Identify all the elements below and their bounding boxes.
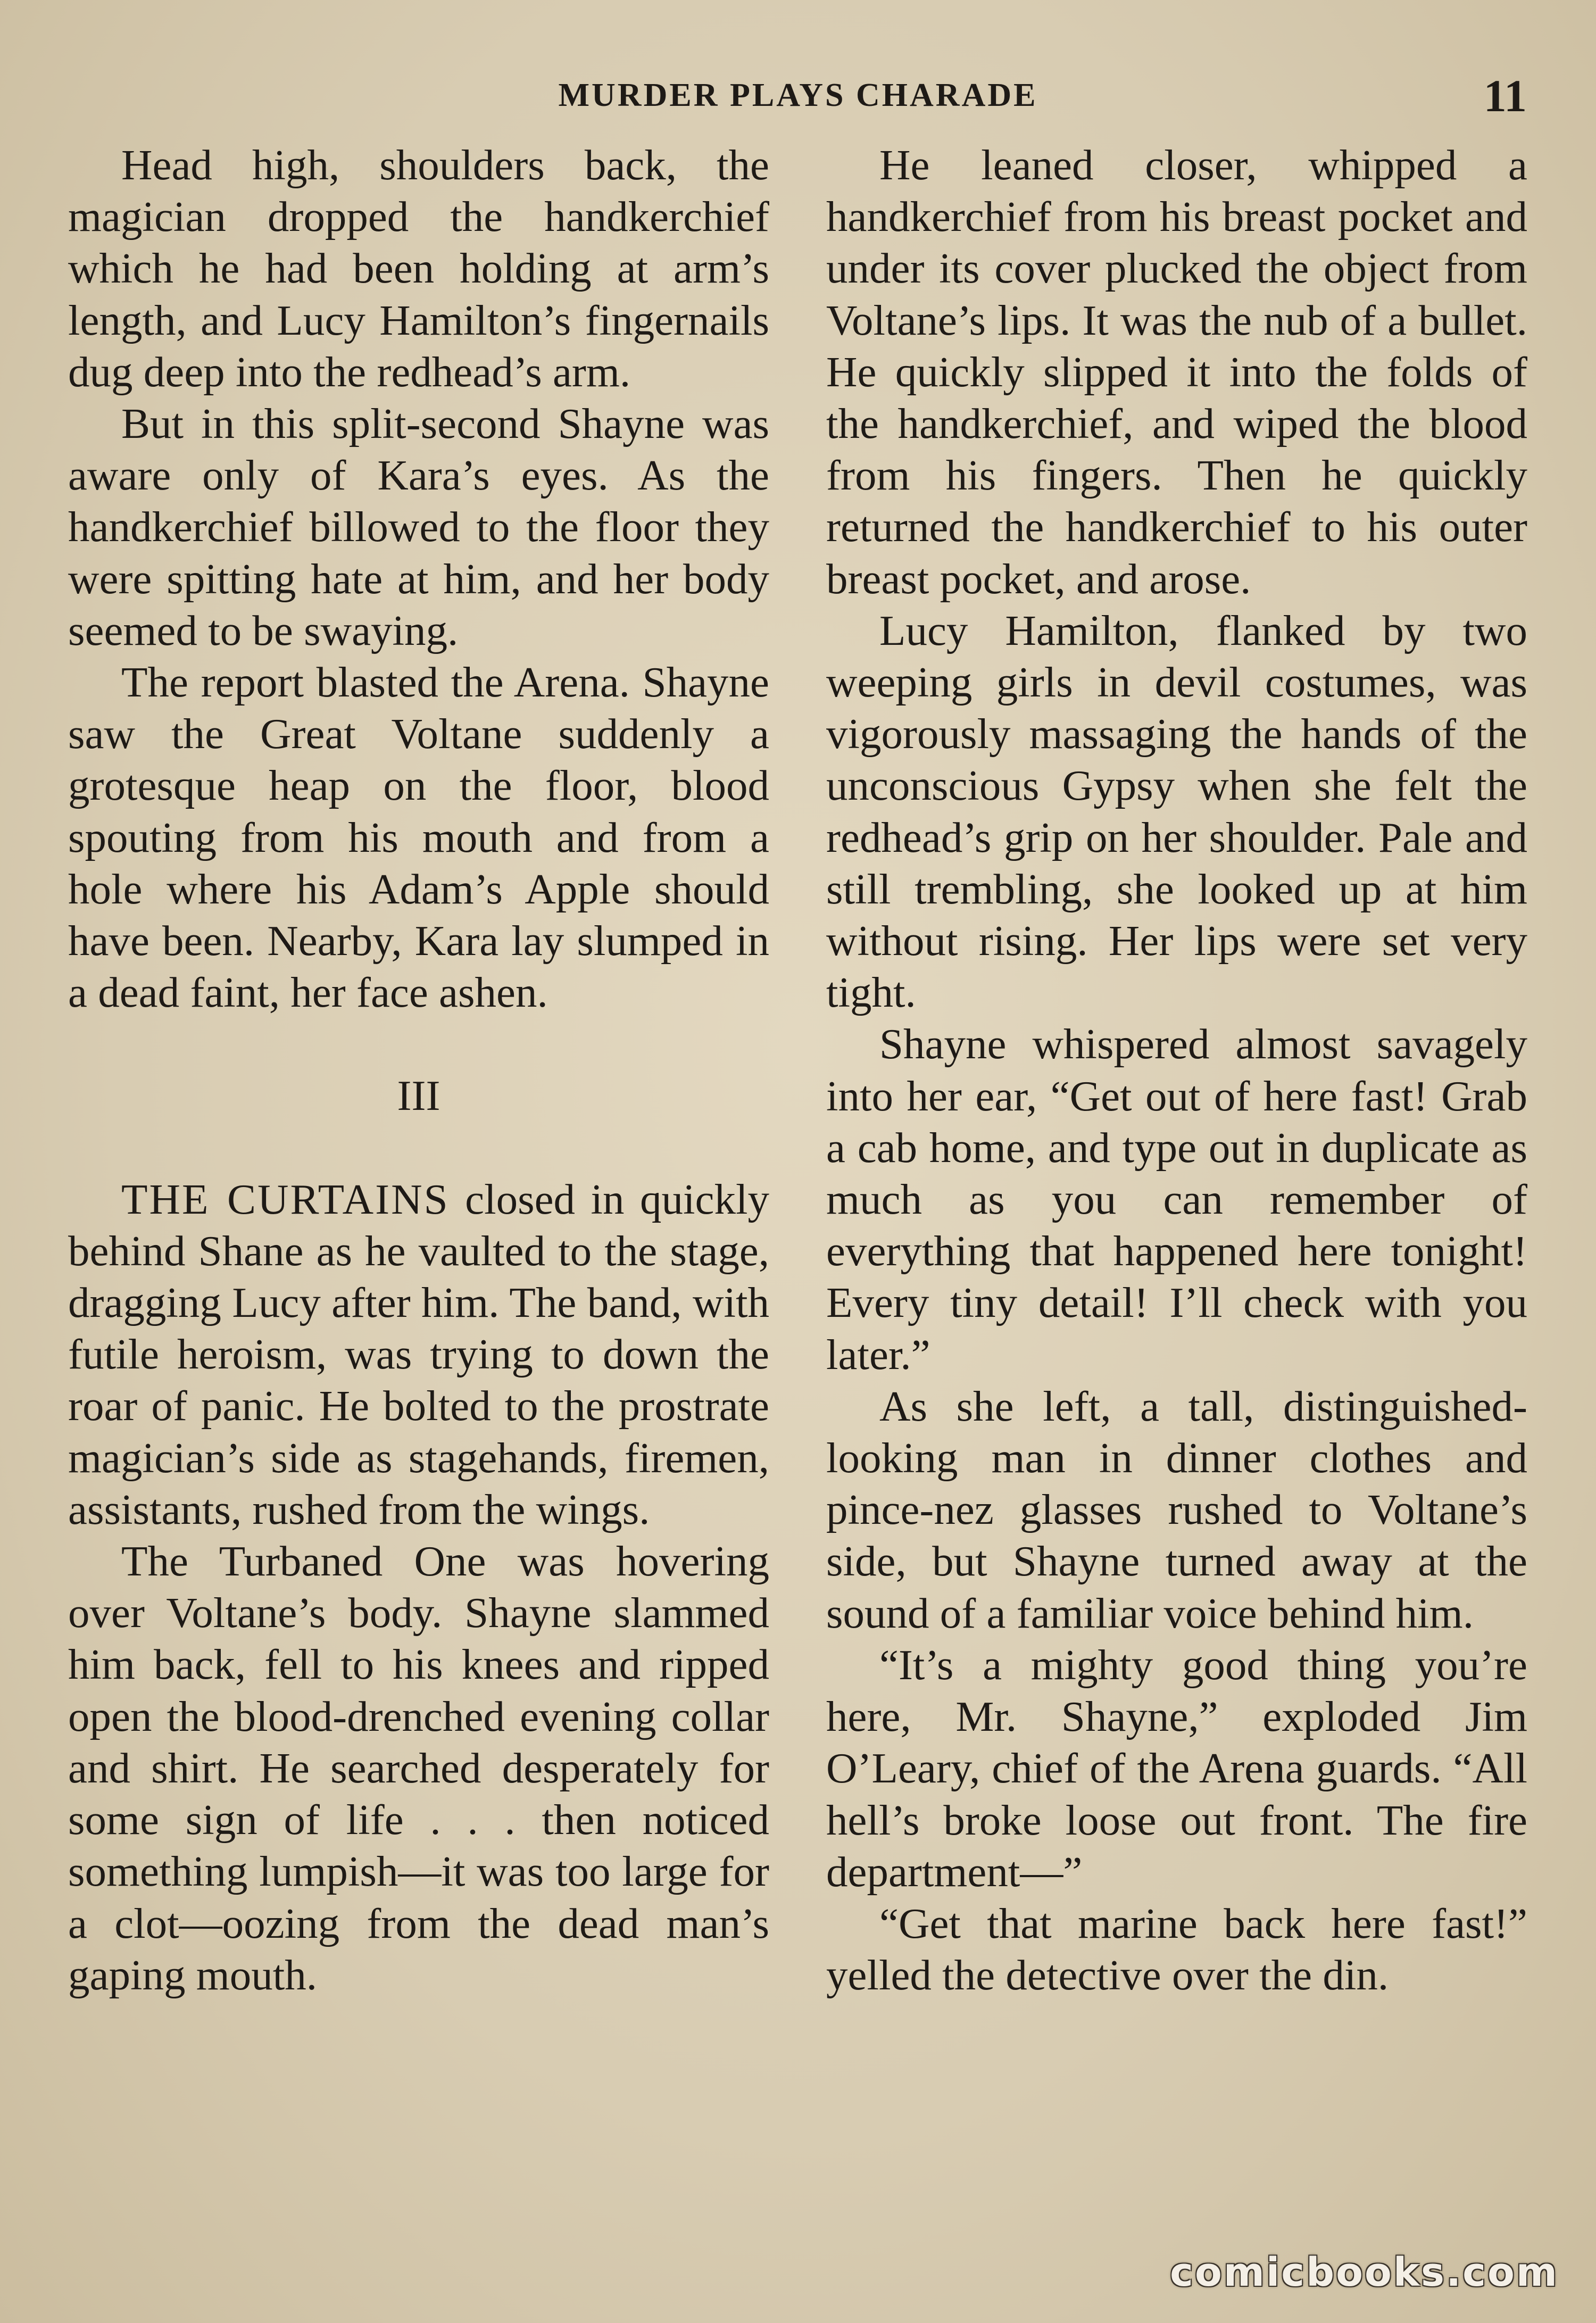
running-title: MURDER PLAYS CHARADE — [558, 77, 1038, 113]
paragraph: As she left, a tall, distinguished-looking man in dinner clothes and pince-nez glasses rushed to Voltane’s side, but Shayne turned away at the sound of a familiar voice behind him. — [826, 1382, 1527, 1637]
site-watermark: comicbooks.com — [1170, 2250, 1559, 2295]
chapter-lead-in: THE CURTAINS — [121, 1175, 450, 1223]
paragraph: Head high, shoulders back, the magician dropped the handkerchief which he had been holding at arm’s length, and Lucy Hamilton’s fingernails dug deep into the redhead’s arm. — [68, 141, 769, 396]
paragraph: Lucy Hamilton, flanked by two weeping girls in devil costumes, was vigorously massaging the hands of the unconscious Gypsy when she felt the redhead’s grip on her shoulder. Pale and still trembling, she looked up at him without rising. Her lips were set very tight. — [826, 606, 1527, 1017]
right-column — [826, 139, 1527, 2001]
paragraph: The Turbaned One was hovering over Voltane’s body. Shayne slammed him back, fell to his knees and ripped open the blood-drenched evening collar and shirt. He searched desperately for some sign of life . . . then noticed something lumpish—it was too large for a clot—oozing from the dead man’s gaping mouth. — [68, 1537, 769, 1999]
paragraph: But in this split-second Shayne was aware only of Kara’s eyes. As the handkerchief billowed to the floor they were spitting hate at him, and her body seemed to be swaying. — [68, 400, 769, 654]
paragraph-text: closed in quickly behind Shane as he vaulted to the stage, dragging Lucy after him. The band, with futile heroism, was trying to down the roar of panic. He bolted to the prostrate magician’s side as stagehands, firemen, assistants, rushed from the wings. — [68, 1175, 769, 1533]
page-header — [0, 69, 1596, 128]
paragraph — [68, 1174, 769, 1536]
paragraph: “Get that marine back here fast!” yelled the detective over the din. — [826, 1899, 1527, 2000]
paragraph: Shayne whispered almost savagely into her ear, “Get out of here fast! Grab a cab home, and type out in duplicate as much as you can remember of everything that happened here tonight! Every tiny detail! I’ll check with you later.” — [826, 1020, 1527, 1379]
page-number: 11 — [1483, 70, 1527, 121]
paragraph: The report blasted the Arena. Shayne saw the Great Voltane suddenly a grotesque heap on the floor, blood spouting from his mouth and from a hole where his Adam’s Apple should have been. Nearby, Kara lay slumped in a dead faint, her face ashen. — [68, 658, 769, 1017]
paragraph: He leaned closer, whipped a handkerchief from his breast pocket and under its cover plucked the object from Voltane’s lips. It was the nub of a bullet. He quickly slipped it into the folds of the handkerchief, and wiped the blood from his fingers. Then he quickly returned the handkerchief to his outer breast pocket, and arose. — [826, 141, 1527, 603]
left-column — [68, 139, 769, 2001]
paragraph: “It’s a mighty good thing you’re here, Mr. Shayne,” exploded Jim O’Leary, chief of the Arena guards. “All hell’s broke loose out front. The fire department—” — [826, 1640, 1527, 1896]
chapter-number: III — [397, 1072, 440, 1120]
